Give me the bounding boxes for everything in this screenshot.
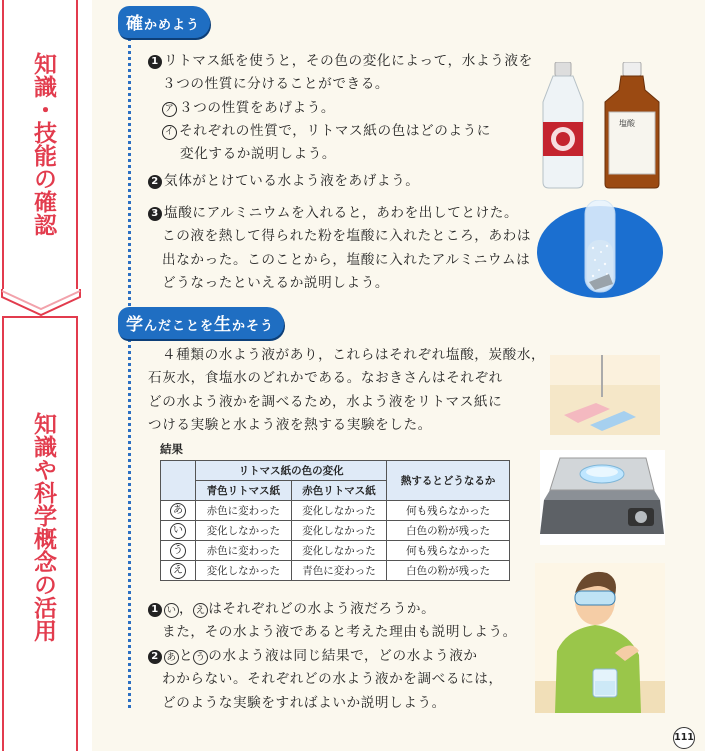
student-experiment-illustration bbox=[535, 563, 665, 713]
row-label: い bbox=[170, 523, 186, 539]
label-a: あ bbox=[164, 650, 179, 665]
apply-question-2: 2 あ と う の水よう液は同じ結果で，どの水よう液か わからない。それぞれどの水よう液かを調べるには， どのような実験をすればよいか説明しよう。 bbox=[148, 645, 503, 715]
bottles-illustration bbox=[535, 62, 665, 190]
table-row bbox=[161, 521, 510, 541]
sidebar-box-application bbox=[2, 316, 78, 751]
table-cell: 変化しなかった bbox=[196, 521, 292, 541]
table-cell: 変化しなかった bbox=[196, 561, 292, 581]
column-group-header: リトマス紙の色の変化 bbox=[196, 461, 387, 481]
heading-badge: 確かめよう bbox=[118, 6, 210, 38]
table-cell: 変化しなかった bbox=[291, 521, 387, 541]
table-row bbox=[161, 541, 510, 561]
bottle-label-text: 塩酸 bbox=[619, 119, 635, 128]
question-number: 2 bbox=[148, 650, 162, 664]
dotted-divider bbox=[128, 38, 131, 708]
chevron-down-icon bbox=[0, 287, 82, 319]
sidebar-title-application: 知識や科学概念の活用 bbox=[30, 412, 56, 642]
heating-burner-illustration bbox=[540, 450, 665, 545]
intro-paragraph: ４種類の水よう液があり，これらはそれぞれ塩酸，炭酸水， 石灰水，食塩水のどれかである。なおきさんはそれぞれ どの水よう液かを調べるため，水よう液をリトマス紙に つける実験と水よう液を熱する実験をした。 bbox=[148, 347, 546, 433]
label-i: い bbox=[164, 603, 179, 618]
sidebar-box-skills bbox=[2, 0, 78, 297]
heading-badge: 学んだことを生かそう bbox=[118, 307, 284, 339]
section-heading-apply bbox=[118, 307, 284, 339]
question-1: 1 リトマス紙を使うと，その色の変化によって，水よう液を ３つの性質に分けることができる。 ア ３つの性質をあげよう。 イ それぞれの性質で，リトマス紙の色はどのように 変化するか説明しよう。 bbox=[148, 50, 533, 166]
table-row bbox=[161, 561, 510, 581]
table-cell: 変化しなかった bbox=[291, 501, 387, 521]
results-label: 結果 bbox=[160, 442, 183, 456]
test-tube-illustration bbox=[535, 200, 665, 300]
question-number: 1 bbox=[148, 55, 162, 69]
table-cell: 青色に変わった bbox=[291, 561, 387, 581]
row-label: あ bbox=[170, 503, 186, 519]
table-cell: 赤色に変わった bbox=[196, 501, 292, 521]
question-number: 1 bbox=[148, 603, 162, 617]
table-corner bbox=[161, 461, 196, 501]
table-cell: 変化しなかった bbox=[291, 541, 387, 561]
column-header-red: 赤色リトマス紙 bbox=[291, 481, 387, 501]
litmus-paper-illustration bbox=[550, 355, 660, 435]
table-cell: 何も残らなかった bbox=[387, 501, 510, 521]
question-number: 3 bbox=[148, 207, 162, 221]
section-heading-check bbox=[118, 6, 210, 38]
column-header-heat: 熱するとどうなるか bbox=[387, 461, 510, 501]
table-cell: 赤色に変わった bbox=[196, 541, 292, 561]
sidebar bbox=[0, 0, 82, 751]
column-header-blue: 青色リトマス紙 bbox=[196, 481, 292, 501]
table-cell: 白色の粉が残った bbox=[387, 561, 510, 581]
sub-label-b: イ bbox=[162, 125, 177, 140]
table-cell: 白色の粉が残った bbox=[387, 521, 510, 541]
table-cell: 何も残らなかった bbox=[387, 541, 510, 561]
sub-label-a: ア bbox=[162, 102, 177, 117]
question-3: 3 塩酸にアルミニウムを入れると，あわを出してとけた。 この液を熱して得られた粉を塩酸に入れたところ，あわは 出なかった。このことから，塩酸に入れたアルミニウムは どうなったといえるか説明しよう。 bbox=[148, 202, 531, 295]
table-row bbox=[161, 501, 510, 521]
row-label: え bbox=[170, 563, 186, 579]
row-label: う bbox=[170, 543, 186, 559]
label-e: え bbox=[193, 603, 208, 618]
question-number: 2 bbox=[148, 175, 162, 189]
results-table bbox=[160, 460, 510, 581]
page-number: 111 bbox=[673, 727, 695, 749]
label-u: う bbox=[193, 650, 208, 665]
question-2: 2 気体がとけている水よう液をあげよう。 bbox=[148, 170, 420, 193]
apply-question-1: 1 い ， え はそれぞれどの水よう液だろうか。 また，その水よう液であると考えた理由も説明しよう。 bbox=[148, 598, 517, 645]
sidebar-title-skills: 知識・技能の確認 bbox=[30, 52, 56, 236]
